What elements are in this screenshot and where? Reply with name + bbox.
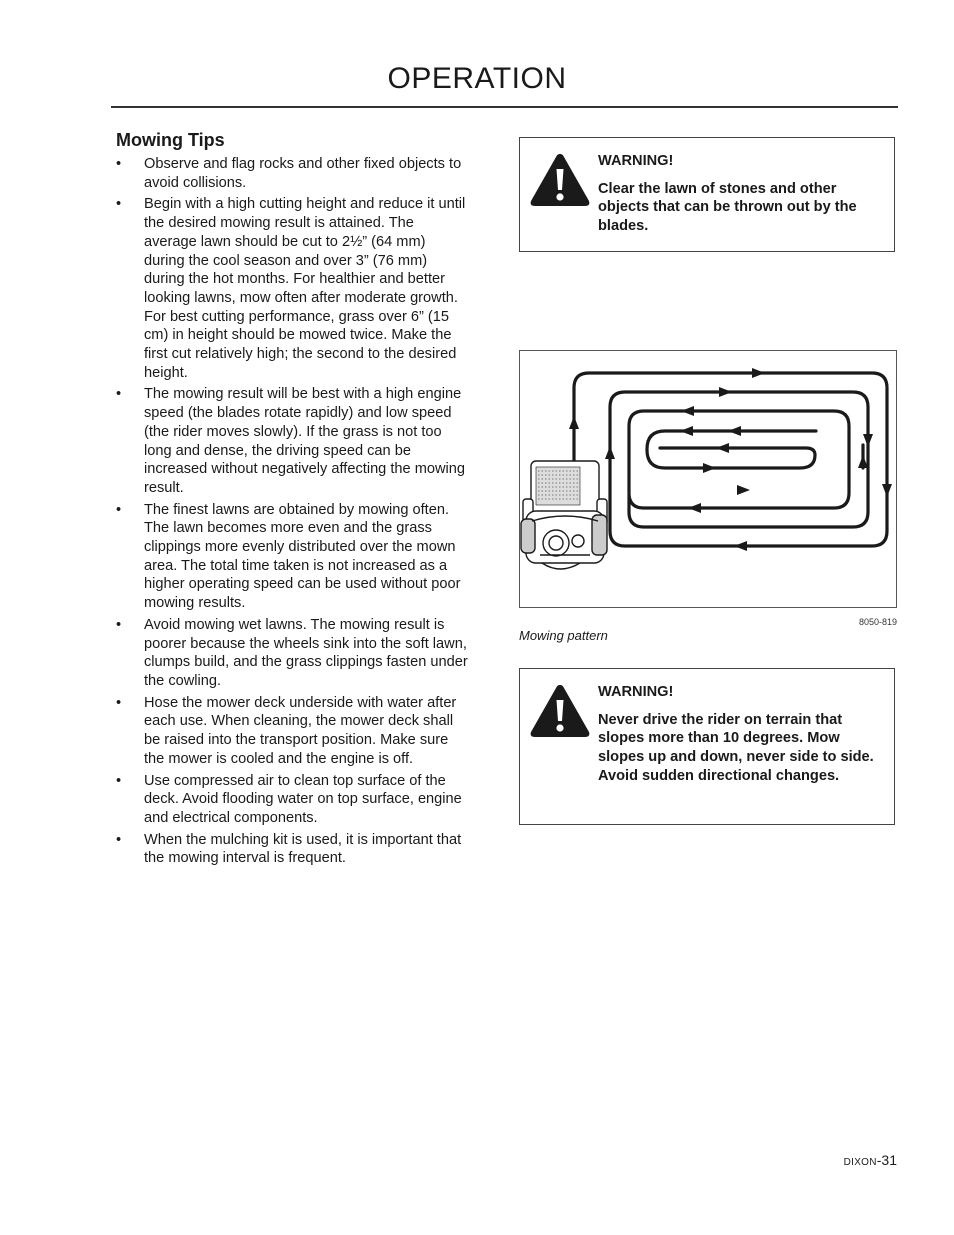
list-item (116, 385, 468, 497)
bullet-marker: • (116, 772, 122, 789)
section-heading: Mowing Tips (116, 130, 225, 150)
list-item-text-continued: For best cutting performance, grass over 6” (15 cm) in height should be mowed twice. Make the first cut relatively high; the second to the desired height. (144, 308, 457, 381)
list-item (116, 831, 468, 868)
list-item (116, 155, 468, 192)
bullet-marker: • (116, 196, 122, 213)
mowing-tips-list (116, 155, 468, 871)
path-ring-1 (574, 373, 887, 546)
list-item (116, 694, 468, 769)
arrow-left (680, 426, 693, 436)
list-item (116, 501, 468, 613)
figure-caption: Mowing pattern (519, 628, 608, 643)
bullet-marker: • (116, 156, 122, 172)
arrow-right (752, 368, 765, 378)
figure-code: 8050-819 (858, 617, 897, 627)
mowing-pattern-diagram (520, 351, 896, 607)
arrow-left (728, 426, 741, 436)
path-inner-loop (647, 431, 816, 468)
mower-illustration (521, 461, 607, 569)
page-title: OPERATION (387, 62, 567, 95)
list-item-text: Avoid mowing wet lawns. The mowing result is poorer because the wheels sink into the soft lawn, clumps build, and the grass clippings fasten under the cowling. (144, 616, 468, 689)
header-divider (111, 106, 898, 108)
arrow-right (703, 463, 716, 473)
arrow-down (882, 484, 892, 497)
list-item (116, 616, 468, 691)
warning-title: WARNING! (598, 153, 674, 169)
list-item-text: Begin with a high cutting height and reduce it until the desired mowing result is attained. The average lawn should be cut to 2½” (64 mm) during the cool season and over 3” (76 mm) during the hot months. For healthier and better looking lawns, mow often after moderate growth. (144, 196, 466, 306)
warning-text: Never drive the rider on terrain that slopes more than 10 degrees. Mow slopes up and down, never side to side. Avoid sudden directional changes. (598, 711, 874, 784)
list-item-text: The mowing result will be best with a high engine speed (the blades rotate rapidly) and low speed (the rider moves slowly). If the grass is not too long and dense, the driving speed can be increased without negatively affecting the mowing result. (144, 386, 465, 496)
list-item-text: Use compressed air to clean top surface of the deck. Avoid flooding water on top surface, engine and electrical components. (144, 772, 462, 826)
bullet-marker: • (116, 831, 122, 848)
mowing-pattern-figure (519, 350, 897, 608)
page-number (844, 1152, 897, 1168)
bullet-marker: • (116, 386, 122, 403)
brand-name: DIXON (843, 1157, 877, 1168)
list-item (116, 195, 468, 382)
list-item (116, 772, 468, 828)
warning-box-stones (519, 137, 895, 252)
arrow-left (734, 541, 747, 551)
warning-text: Clear the lawn of stones and other objects that can be thrown out by the blades. (598, 180, 857, 235)
warning-title: WARNING! (598, 684, 674, 700)
warning-triangle-icon (529, 683, 591, 739)
page-number-value: -31 (876, 1152, 897, 1168)
arrow-up (569, 416, 579, 429)
bullet-marker: • (116, 616, 122, 633)
bullet-marker: • (116, 694, 122, 711)
list-item-text: Observe and flag rocks and other fixed objects to avoid collisions. (144, 156, 462, 191)
list-item-text: The finest lawns are obtained by mowing often. The lawn becomes more even and the grass clippings more evenly distributed over the mown area. The total time taken is not increased as a higher operating speed can be used without poor mowing results. (144, 501, 461, 612)
arrow-up (605, 446, 615, 459)
bullet-marker: • (116, 501, 122, 518)
list-item-text: Hose the mower deck underside with water after each use. When cleaning, the mower deck shall be raised into the transport position. Make sure the mower is cooled and the engine is off. (144, 694, 457, 767)
list-item-text: When the mulching kit is used, it is important that the mowing interval is frequent. (144, 831, 462, 867)
arrow-right (719, 387, 732, 397)
arrow-left (681, 406, 694, 416)
arrow-left (716, 443, 729, 453)
arrow-left (688, 503, 701, 513)
warning-triangle-icon (529, 152, 591, 208)
arrow-right (737, 485, 750, 495)
warning-box-slopes (519, 668, 895, 825)
